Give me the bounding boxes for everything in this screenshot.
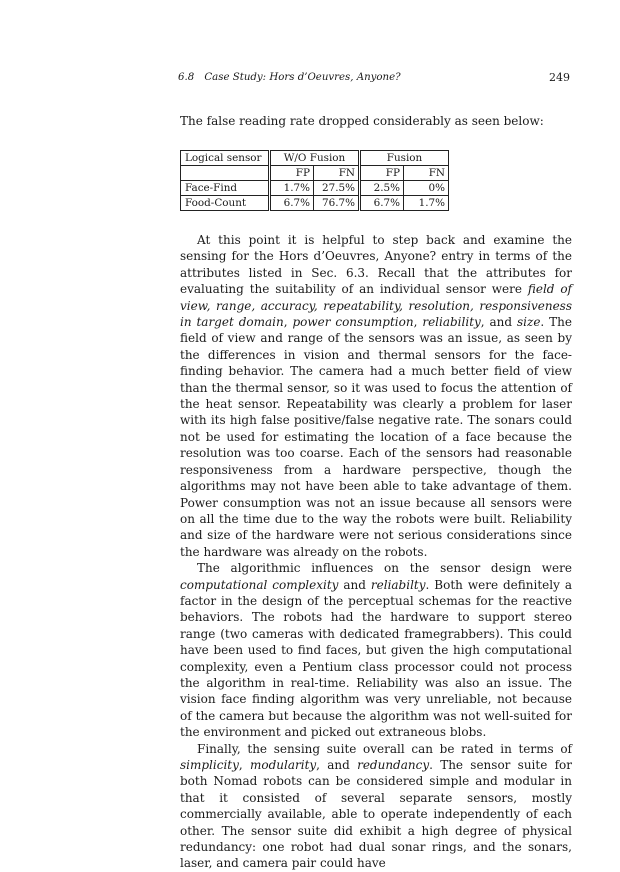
emphasis: reliabilty xyxy=(370,577,426,592)
emphasis: redundancy xyxy=(357,758,430,772)
body-text xyxy=(180,232,572,872)
header-logical-sensor: Logical sensor xyxy=(181,151,269,166)
emphasis: size xyxy=(517,315,541,330)
table-subheader-row xyxy=(181,166,449,181)
cell-wo-fp: 1.7% xyxy=(271,181,314,196)
text-run: Finally, the sensing suite overall can be rated in terms of xyxy=(197,741,572,756)
text-run: , xyxy=(283,315,293,330)
table-row xyxy=(181,181,449,196)
paragraph-sensing-suite xyxy=(180,741,572,872)
text-run: , xyxy=(238,758,250,772)
subheader-fusion-fp: FP xyxy=(361,166,404,181)
emphasis: modularity xyxy=(249,758,317,772)
page-number: 249 xyxy=(549,71,570,84)
text-run: . Both were definitely a factor in the design of the perceptual schemas for the reactive behaviors. The robots had the hardware to support stereo range (two cameras with dedicated framegrabbers). This could have been used to find faces, but given the high computational complexity, even a Pentium class processor could not process the algorithm in real-time. Reliability was also an issue. The vision face finding algorithm was very unreliable, not because of the camera but because the algorithm was not well-suited for the environment and picked out extraneous blobs. xyxy=(180,577,572,740)
text-run: and xyxy=(338,577,371,592)
cell-fusion-fn: 1.7% xyxy=(404,196,449,211)
cell-wo-fn: 27.5% xyxy=(314,181,359,196)
cell-wo-fp: 6.7% xyxy=(271,196,314,211)
row-sensor-name: Food-Count xyxy=(181,196,269,211)
table-row xyxy=(181,196,449,211)
paragraph-algorithmic-influences xyxy=(180,560,572,740)
text-run: , and xyxy=(480,315,517,330)
text-run: , and xyxy=(316,758,358,772)
paragraph-sensor-attributes xyxy=(180,232,572,560)
subheader-fusion-fn: FN xyxy=(404,166,449,181)
header-wo-fusion: W/O Fusion xyxy=(271,151,359,166)
false-reading-rate-table xyxy=(180,150,449,211)
running-header xyxy=(178,71,570,85)
emphasis: field of view, range, accuracy, repeatability, resolution, responsiveness in target domain xyxy=(180,282,572,330)
header-fusion: Fusion xyxy=(361,151,449,166)
cell-fusion-fn: 0% xyxy=(404,181,449,196)
cell-fusion-fp: 2.5% xyxy=(361,181,404,196)
emphasis: power consumption xyxy=(292,315,414,330)
subheader-empty xyxy=(181,166,269,181)
cell-wo-fn: 76.7% xyxy=(314,196,359,211)
emphasis: simplicity xyxy=(180,758,239,772)
emphasis: reliability xyxy=(422,315,481,330)
text-run: , xyxy=(413,315,423,330)
text-run: . The sensor suite for both Nomad robots can be considered simple and modular in that it consisted of several separate sensors, mostly commercially available, able to operate independently of each other. The sensor suite did exhibit a high degree of physical redundancy: one robot had dual sonar rings, and the sonars, laser, and camera pair could have xyxy=(180,758,572,871)
cell-fusion-fp: 6.7% xyxy=(361,196,404,211)
table-intro-sentence: The false reading rate dropped considerably as seen below: xyxy=(180,114,544,128)
text-run: At this point it is helpful to step back and examine the sensing for the Hors d’Oeuvres, Anyone? entry in terms of the attributes listed in Sec. 6.3. Recall that the attributes for evaluating the suitability of an individual sensor were xyxy=(180,233,572,297)
table-header-row xyxy=(181,151,449,166)
section-title: 6.8 Case Study: Hors d’Oeuvres, Anyone? xyxy=(178,72,401,83)
subheader-wo-fp: FP xyxy=(271,166,314,181)
subheader-wo-fn: FN xyxy=(314,166,359,181)
emphasis: computational complexity xyxy=(180,577,339,592)
text-run: . The field of view and range of the sensors was an issue, as seen by the differences in vision and thermal sensors for the face-finding behavior. The camera had a much better field of view than the thermal sensor, so it was used to focus the attention of the heat sensor. Repeatability was clearly a problem for laser with its high false positive/false negative rate. The sonars could not be used for estimating the location of a face because the resolution was too coarse. Each of the sensors had reasonable responsiveness from a hardware perspective, though the algorithms may not have been able to take advantage of them. Power consumption was not an issue because all sensors were on all the time due to the way the robots were built. Reliability and size of the hardware were not serious considerations since the hardware was already on the robots. xyxy=(180,315,572,559)
row-sensor-name: Face-Find xyxy=(181,181,269,196)
text-run: The algorithmic influences on the sensor design were xyxy=(197,561,572,576)
